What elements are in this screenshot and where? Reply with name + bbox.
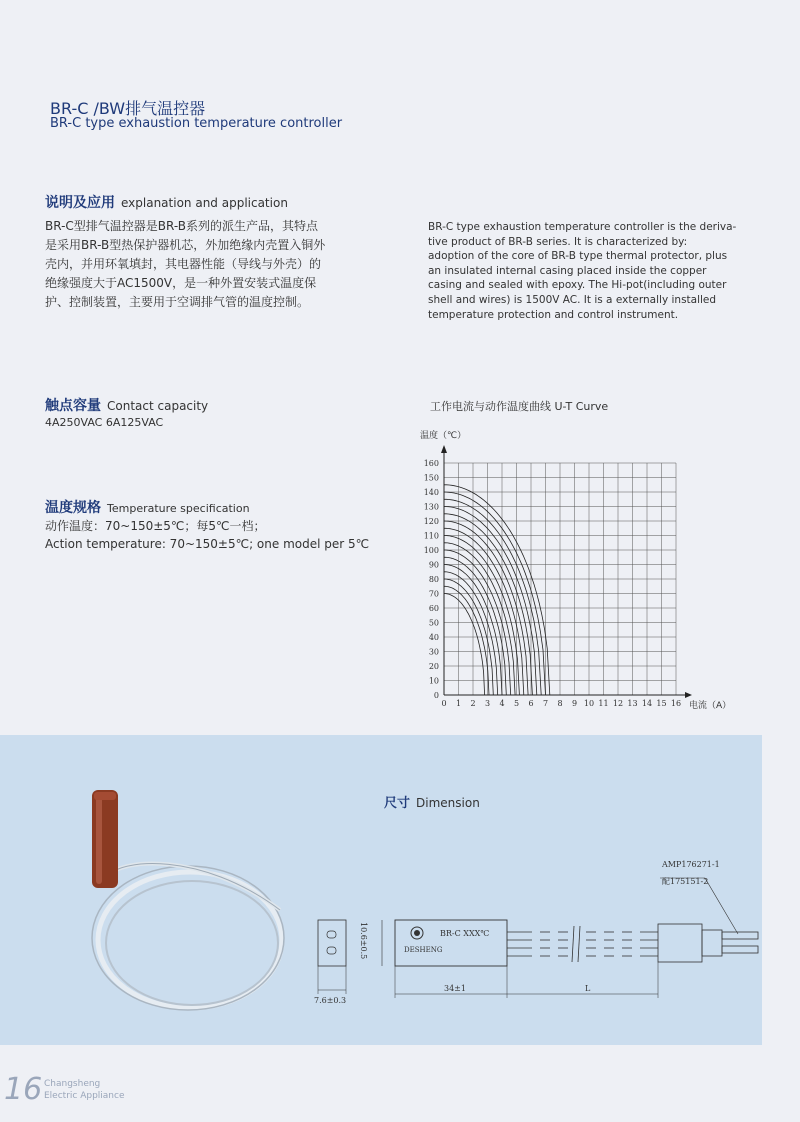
y-axis-arrow	[441, 445, 447, 453]
explanation-heading-cn: 说明及应用	[45, 195, 115, 211]
x-axis-arrow	[685, 692, 692, 698]
x-tick-label: 0	[441, 699, 447, 708]
footer-company-line1: Changsheng	[44, 1079, 101, 1089]
page-title-cn: BR-C /BW排气温控器	[50, 99, 206, 118]
x-tick-label: 3	[484, 699, 491, 708]
dim-length: 34±1	[444, 984, 466, 993]
footer-company-line2: Electric Appliance	[44, 1091, 125, 1101]
ut-curve-chart	[410, 440, 700, 715]
temperature-heading-en: Temperature specification	[107, 502, 250, 515]
dim-height: 10.6±0.5	[359, 922, 368, 960]
temperature-line-cn: 动作温度：70~150±5℃；每5℃一档；	[45, 519, 266, 533]
explanation-heading	[45, 192, 288, 212]
chart-title: 工作电流与动作温度曲线 U-T Curve	[430, 400, 609, 413]
y-tick-label: 30	[428, 647, 439, 657]
series-curve	[444, 572, 498, 695]
x-tick-label: 6	[528, 699, 534, 708]
end-view	[318, 920, 346, 966]
x-tick-label: 8	[557, 699, 563, 708]
product-photo	[80, 780, 290, 1020]
x-tick-label: 14	[641, 699, 653, 708]
explanation-en-line: an insulated internal casing placed inside the copper	[428, 264, 707, 277]
series-curve	[444, 594, 485, 696]
y-tick-label: 110	[423, 531, 439, 541]
explanation-en-line: casing and sealed with epoxy. The Hi-pot(including outer	[428, 279, 727, 292]
y-tick-label: 50	[428, 618, 439, 628]
y-tick-label: 20	[428, 662, 439, 671]
connector-label-1: AMP176271-1	[662, 860, 720, 869]
contact-value: 4A250VAC 6A125VAC	[45, 416, 164, 429]
explanation-cn-line: 绝缘强度大于AC1500V，是一种外置安装式温度保	[45, 276, 317, 290]
y-tick-label: 80	[428, 575, 439, 584]
x-tick-label: 11	[598, 699, 609, 708]
model-label: BR-C XXX℃	[440, 929, 490, 938]
x-tick-label: 12	[612, 699, 624, 708]
dimension-drawing	[300, 850, 760, 1020]
y-tick-label: 130	[423, 502, 439, 512]
y-tick-label: 140	[423, 488, 439, 497]
brand-label: DESHENG	[404, 946, 443, 954]
y-tick-label: 100	[423, 546, 439, 555]
series-curve	[444, 586, 489, 695]
x-tick-label: 1	[455, 699, 462, 708]
x-tick-label: 16	[670, 699, 682, 708]
explanation-cn-line: 护、控制装置，主要用于空调排气管的温度控制。	[45, 295, 310, 309]
x-tick-label: 10	[583, 699, 595, 708]
dimension-heading-cn: 尺寸	[384, 796, 411, 811]
dim-width: 7.6±0.3	[314, 996, 347, 1005]
wires	[507, 926, 658, 962]
explanation-cn-line: 是采用BR-B型热保护器机芯，外加绝缘内壳置入铜外	[45, 238, 326, 252]
explanation-cn-line: BR-C型排气温控器是BR-B系列的派生产品，其特点	[45, 219, 319, 233]
copper-sensor	[92, 790, 118, 888]
page-title-en: BR-C type exhaustion temperature controller	[50, 116, 343, 131]
series-curve	[444, 514, 532, 695]
explanation-en-line: shell and wires) is 1500V AC. It is a externally installed	[428, 293, 717, 306]
y-tick-label: 150	[423, 473, 439, 483]
explanation-text-en	[428, 220, 748, 322]
y-tick-label: 120	[423, 517, 439, 526]
connector	[658, 924, 758, 962]
series-curve	[444, 543, 515, 695]
contact-heading-cn: 触点容量	[45, 398, 101, 414]
y-tick-label: 160	[423, 459, 439, 468]
x-tick-label: 5	[513, 699, 520, 708]
y-tick-label: 60	[428, 604, 439, 613]
temperature-line-en: Action temperature: 70~150±5℃; one model per 5℃	[45, 537, 370, 551]
y-tick-label: 10	[428, 676, 439, 686]
x-tick-label: 7	[542, 699, 549, 708]
contact-heading	[45, 395, 208, 415]
x-tick-label: 9	[571, 699, 578, 708]
x-tick-label: 2	[470, 699, 476, 708]
dimension-heading-en: Dimension	[416, 796, 480, 810]
temperature-heading	[45, 497, 250, 517]
y-tick-label: 90	[428, 560, 439, 570]
y-tick-label: 40	[428, 633, 439, 642]
y-tick-label: 70	[428, 589, 439, 599]
explanation-en-line: BR-C type exhaustion temperature controller is the deriva-	[428, 221, 737, 233]
connector-label-2: 配175151-2	[662, 877, 709, 886]
explanation-en-line: temperature protection and control instrument.	[428, 308, 679, 321]
sensor-body	[395, 920, 507, 966]
chart-xlabel: 电流（A）	[689, 701, 732, 711]
temperature-heading-cn: 温度规格	[45, 500, 101, 516]
explanation-en-line: tive product of BR-B series. It is characterized by:	[428, 235, 688, 248]
page-number: 16	[4, 1072, 43, 1107]
explanation-en-line: adoption of the core of BR-B type thermal protector, plus	[428, 250, 728, 263]
explanation-heading-en: explanation and application	[121, 196, 288, 210]
x-tick-label: 13	[627, 699, 638, 708]
dimension-heading	[384, 792, 480, 811]
contact-heading-en: Contact capacity	[107, 399, 209, 413]
x-tick-label: 15	[656, 699, 667, 708]
x-tick-label: 4	[499, 699, 505, 708]
explanation-cn-line: 壳内，并用环氧填封，其电器性能（导线与外壳）的	[45, 257, 322, 271]
explanation-text-cn	[45, 217, 375, 312]
wire-loop	[92, 864, 284, 1010]
series-curve	[444, 507, 537, 696]
chart-ylabel: 温度（℃）	[420, 431, 467, 441]
dim-L: L	[585, 984, 591, 993]
y-tick-label: 0	[433, 691, 439, 700]
